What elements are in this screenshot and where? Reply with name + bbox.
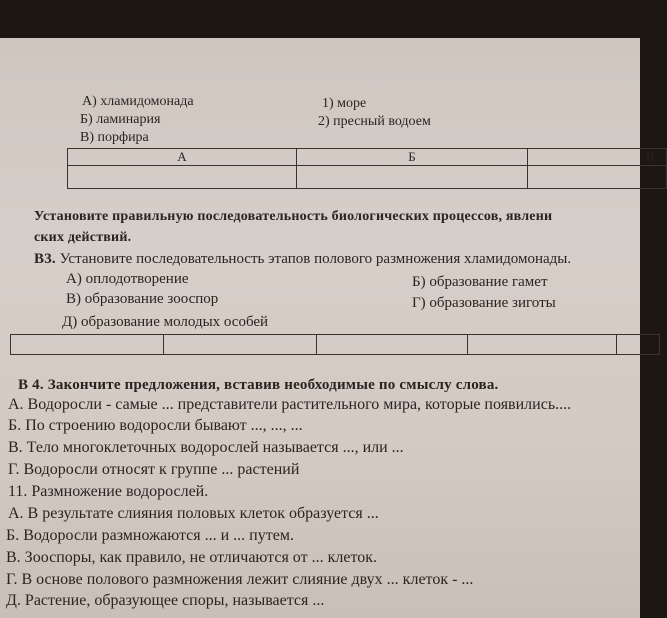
b3-question-text: Установите последовательность этапов полового размножения хламидомонады.	[59, 251, 572, 267]
b3-option-c: В) образование зооспор	[66, 291, 219, 307]
b3-option-d: Г) образование зиготы	[412, 295, 556, 311]
section-instruction-line-2: ских действий.	[34, 230, 132, 245]
b3-answer-cell-5[interactable]	[617, 335, 660, 355]
answer-table-header-c: В	[528, 149, 667, 166]
b3-answer-cell-4[interactable]	[468, 335, 617, 355]
b4-line-2: Б. По строению водоросли бывают ..., ..., ...	[8, 417, 303, 434]
answer-cell-b[interactable]	[297, 166, 528, 189]
b4-line-10: Д. Растение, образующее споры, называется ...	[6, 592, 325, 609]
worksheet-page	[0, 38, 655, 618]
matching-right-item-1: 1) море	[322, 96, 367, 111]
b3-answer-cell-1[interactable]	[11, 335, 164, 355]
b4-line-9: Г. В основе полового размножения лежит слияние двух ... клеток - ...	[6, 571, 474, 588]
b3-label: В3.	[34, 251, 56, 267]
b4-line-6: А. В результате слияния половых клеток образуется ...	[8, 505, 379, 522]
b3-question	[34, 252, 571, 267]
matching-right-item-2: 2) пресный водоем	[318, 114, 431, 129]
b3-answer-cell-3[interactable]	[317, 335, 468, 355]
answer-table-header-b: Б	[297, 149, 528, 166]
b3-answer-cell-2[interactable]	[164, 335, 317, 355]
b3-answer-table	[10, 334, 660, 355]
b4-line-8: В. Зооспоры, как правило, не отличаются от ... клеток.	[6, 549, 377, 566]
b3-option-e: Д) образование молодых особей	[62, 314, 269, 330]
b4-line-5: 11. Размножение водорослей.	[8, 483, 209, 500]
b4-line-3: В. Тело многоклеточных водорослей называется ..., или ...	[8, 439, 404, 456]
b3-option-b: Б) образование гамет	[412, 274, 548, 290]
answer-cell-c[interactable]	[528, 166, 667, 189]
b4-line-1: А. Водоросли - самые ... представители растительного мира, которые появились....	[8, 396, 572, 413]
b4-line-4: Г. Водоросли относят к группе ... растений	[8, 461, 300, 478]
b3-option-a: А) оплодотворение	[66, 271, 189, 287]
matching-left-item-c: В) порфира	[80, 130, 149, 145]
answer-cell-a[interactable]	[68, 166, 297, 189]
matching-left-item-a: А) хламидомонада	[82, 94, 194, 109]
b4-line-7: Б. Водоросли размножаются ... и ... путем.	[6, 527, 294, 544]
b4-heading: В 4. Закончите предложения, вставив необходимые по смыслу слова.	[18, 377, 499, 393]
matching-left-item-b: Б) ламинария	[80, 112, 161, 127]
matching-answer-table	[67, 148, 667, 189]
answer-table-header-a: А	[68, 149, 297, 166]
section-instruction-line-1: Установите правильную последовательность биологических процессов, явлени	[34, 209, 553, 224]
